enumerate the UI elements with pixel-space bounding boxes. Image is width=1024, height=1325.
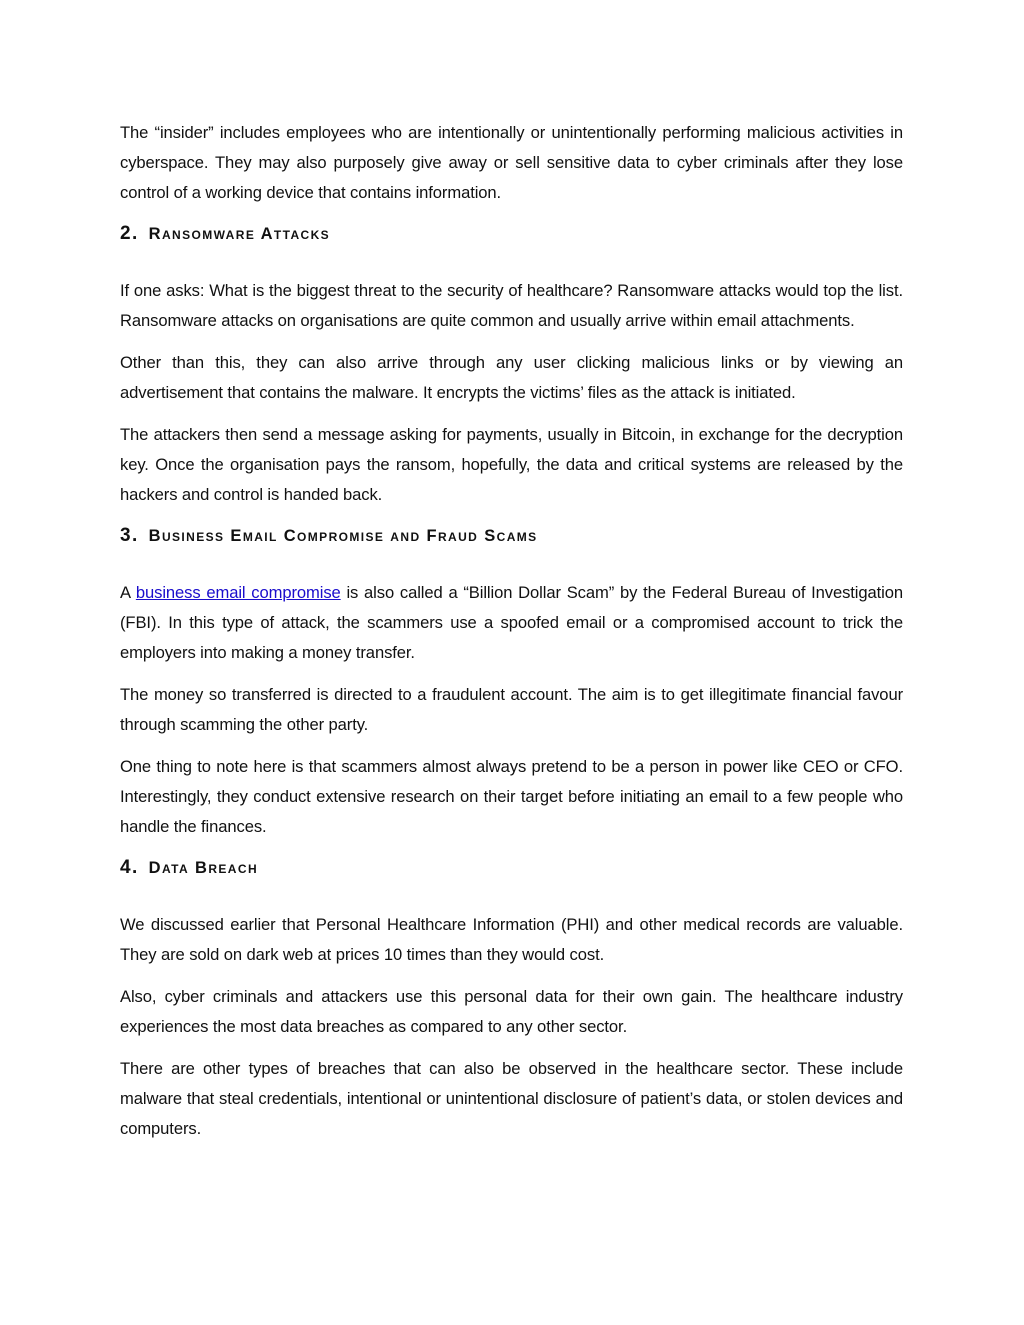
- data-breach-paragraph-2: Also, cyber criminals and attackers use this personal data for their own gain. The healthcare industry experiences the most data breaches as compared to any other sector.: [120, 987, 903, 1036]
- bec-paragraph-prefix: A: [120, 583, 136, 602]
- bec-paragraph-2: The money so transferred is directed to a fraudulent account. The aim is to get illegitimate financial favour through scamming the other party.: [120, 685, 903, 734]
- section-heading-ransomware: [120, 222, 903, 246]
- section-heading-bec: [120, 524, 903, 548]
- business-email-compromise-link[interactable]: business email compromise: [135, 583, 341, 602]
- bec-paragraph-suffix: is also called a “Billion Dollar Scam” by the Federal Bureau of Investigation (FBI). In this type of attack, the scammers use a spoofed email or a compromised account to trick the employers into making a money transfer.: [120, 583, 904, 662]
- ransomware-paragraph-1: If one asks: What is the biggest threat to the security of healthcare? Ransomware attacks would top the list. Ransomware attacks on organisations are quite common and usually arrive within email attachments.: [120, 281, 903, 330]
- intro-paragraph: The “insider” includes employees who are intentionally or unintentionally performing malicious activities in cyberspace. They may also purposely give away or sell sensitive data to cyber criminals after they lose control of a working device that contains information.: [120, 123, 903, 202]
- ransomware-paragraph-2: Other than this, they can also arrive through any user clicking malicious links or by viewing an advertisement that contains the malware. It encrypts the victims’ files as the attack is initiated.: [120, 353, 903, 402]
- bec-paragraph-1: [120, 578, 903, 668]
- section-number: 4.: [120, 857, 139, 878]
- section-title: Data Breach: [148, 859, 259, 877]
- section-heading-data-breach: [120, 856, 903, 880]
- bec-paragraph-3: One thing to note here is that scammers almost always pretend to be a person in power like CEO or CFO. Interestingly, they conduct extensive research on their target before initiating an email to a few people who handle the finances.: [120, 757, 903, 836]
- section-title: Business Email Compromise and Fraud Scams: [148, 527, 538, 545]
- section-number: 2.: [120, 223, 139, 244]
- data-breach-paragraph-3: There are other types of breaches that can also be observed in the healthcare sector. These include malware that steal credentials, intentional or unintentional disclosure of patient’s data, or stolen devices and computers.: [120, 1059, 903, 1138]
- data-breach-paragraph-1: We discussed earlier that Personal Healthcare Information (PHI) and other medical records are valuable. They are sold on dark web at prices 10 times than they would cost.: [120, 915, 903, 964]
- ransomware-paragraph-3: The attackers then send a message asking for payments, usually in Bitcoin, in exchange for the decryption key. Once the organisation pays the ransom, hopefully, the data and critical systems are released by the hackers and control is handed back.: [120, 425, 903, 504]
- document-page: [120, 118, 903, 1156]
- section-title: Ransomware Attacks: [148, 225, 331, 243]
- section-number: 3.: [120, 525, 139, 546]
